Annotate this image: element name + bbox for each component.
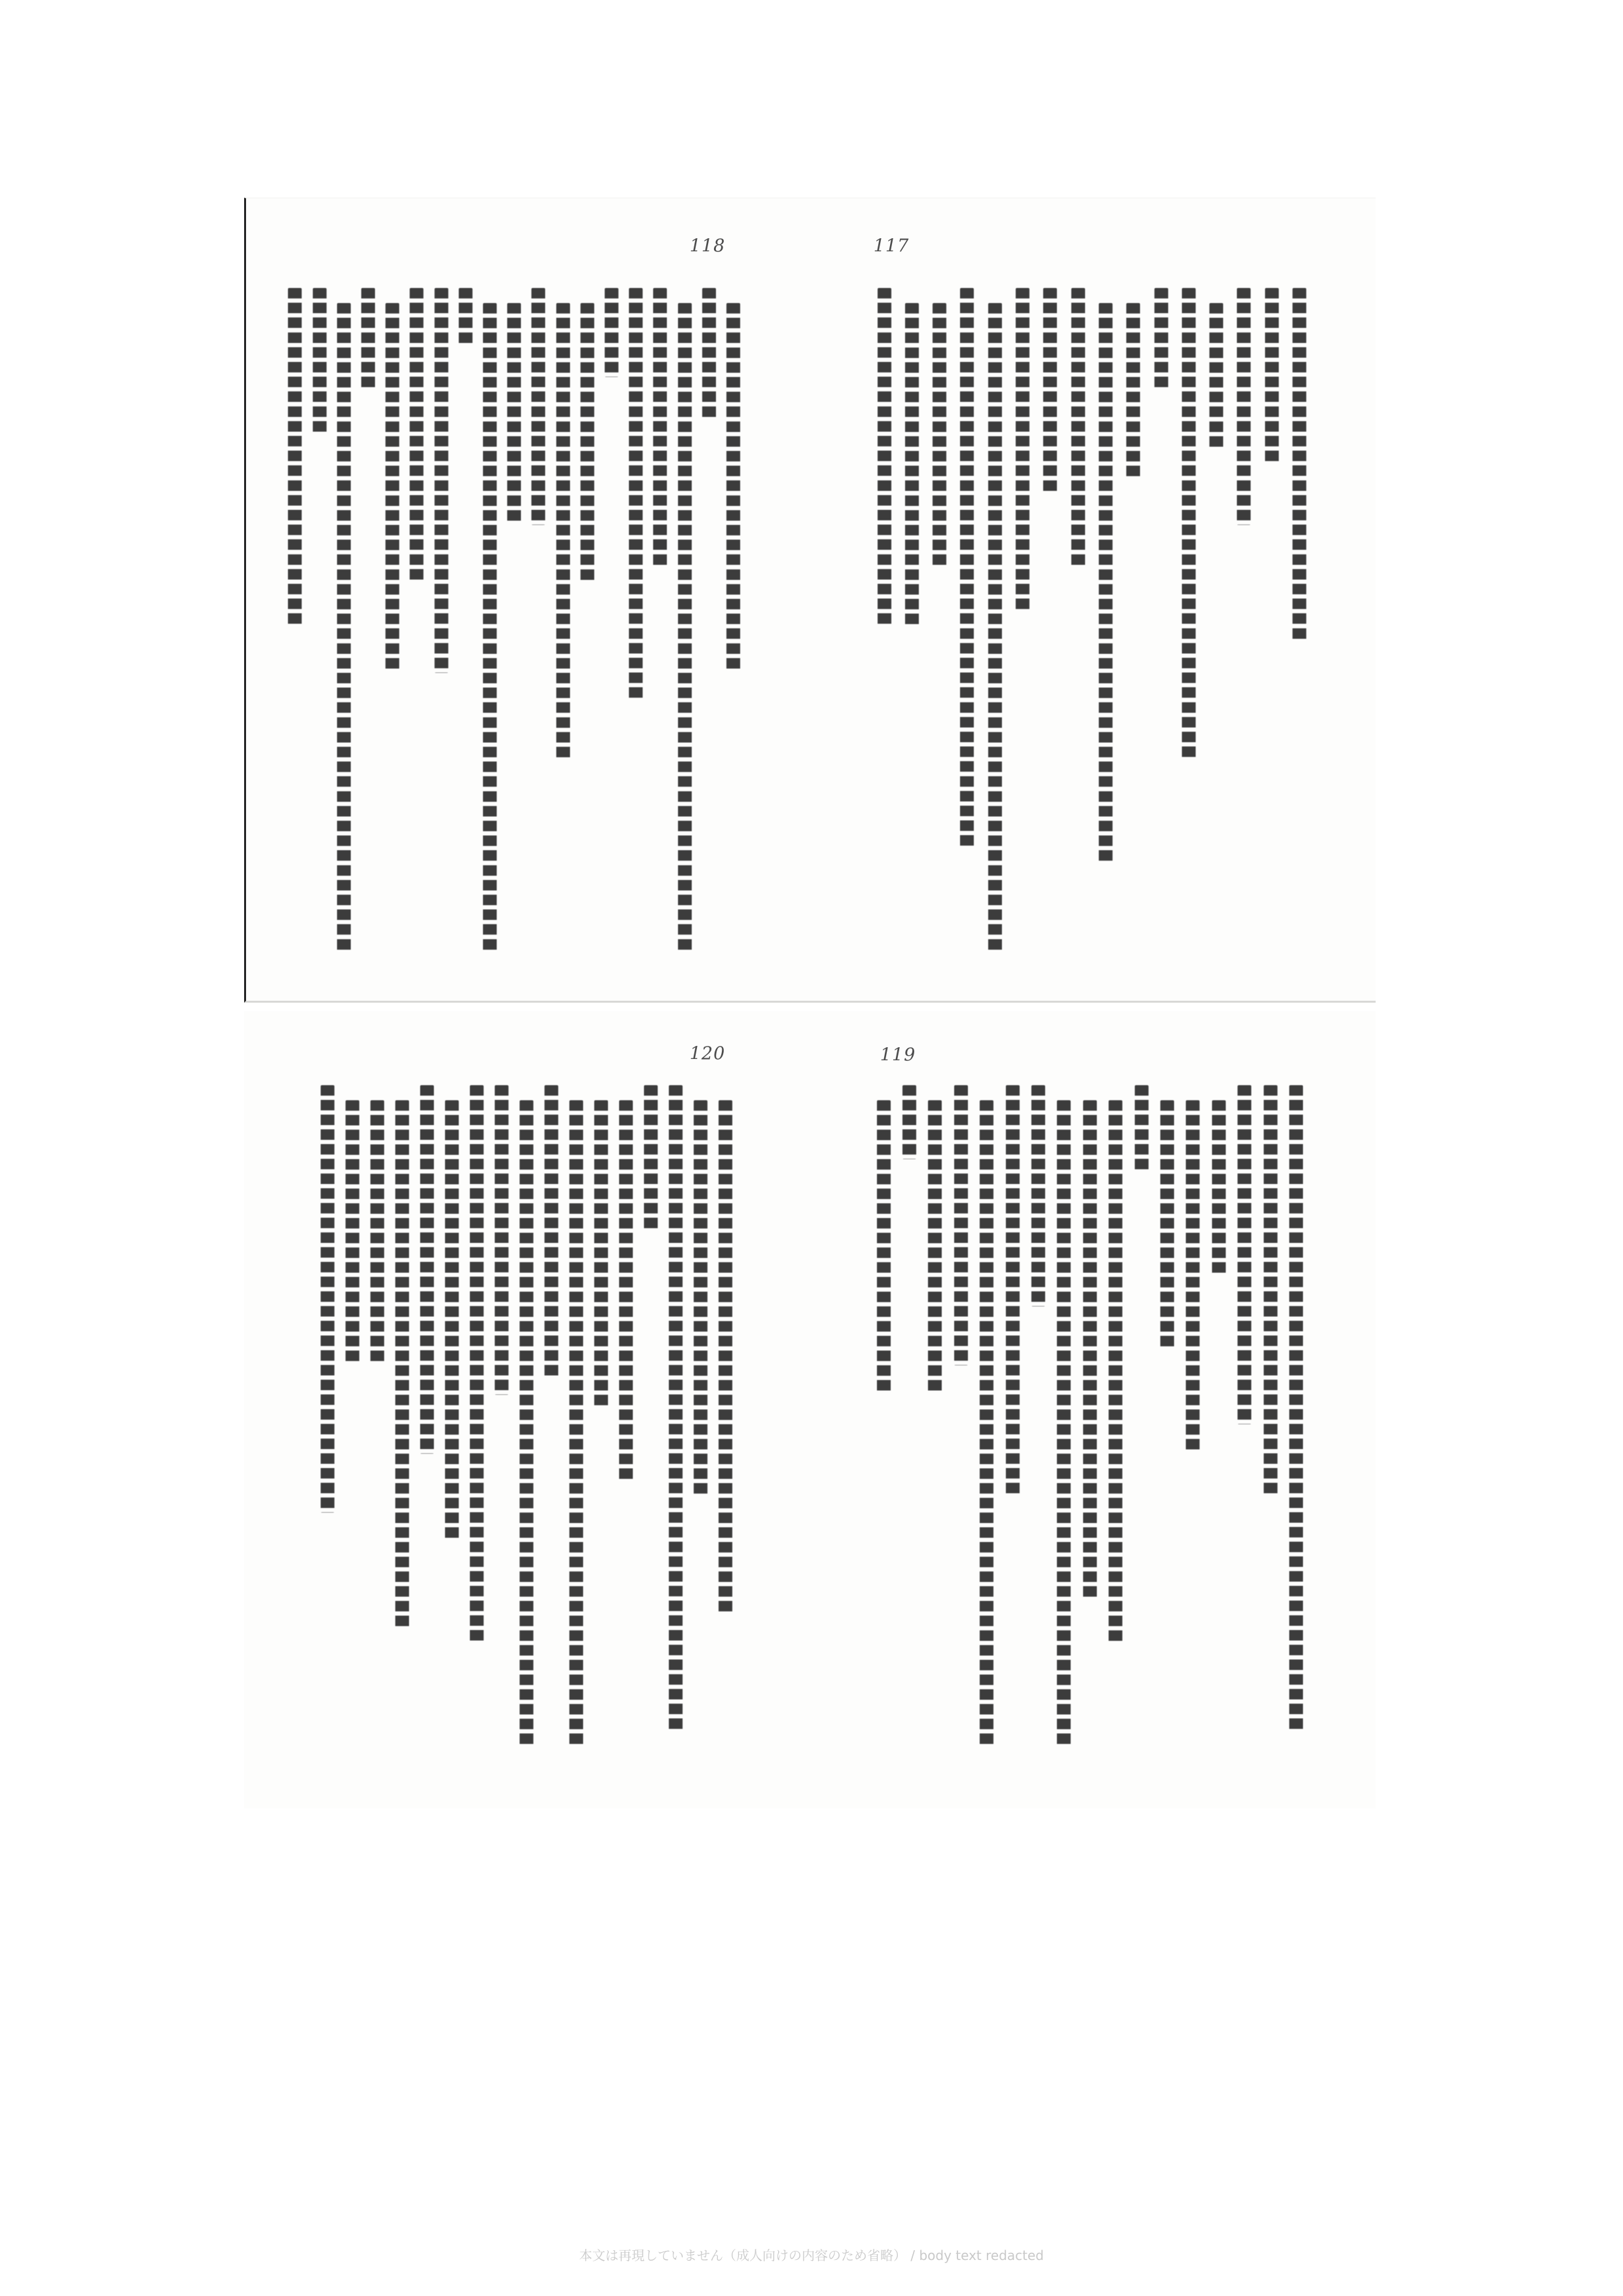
redacted-text-column	[507, 303, 521, 525]
redacted-text-column	[1289, 1085, 1303, 1733]
redacted-text-column	[346, 1100, 359, 1365]
redacted-text-column	[531, 288, 545, 525]
redacted-text-column	[1135, 1085, 1149, 1174]
redacted-text-column	[878, 288, 891, 628]
redacted-text-column	[1265, 288, 1279, 465]
redacted-text-column	[1293, 288, 1306, 643]
page-number-119: 119	[880, 1045, 916, 1066]
redacted-text-column	[483, 303, 497, 954]
redacted-text-column	[395, 1100, 409, 1630]
redacted-text-column	[435, 288, 448, 673]
bottom-spread-page-area	[244, 1011, 1376, 1808]
redacted-text-column	[1099, 303, 1113, 865]
redacted-text-column	[594, 1100, 608, 1410]
redacted-text-column	[410, 288, 423, 584]
redacted-text-column	[544, 1085, 558, 1380]
redacted-text-column	[905, 303, 919, 628]
redacted-text-column	[694, 1100, 707, 1498]
redacted-text-column	[1031, 1085, 1045, 1306]
redacted-text-column	[1071, 288, 1085, 569]
redacted-text-column	[726, 303, 740, 673]
redacted-text-column	[370, 1100, 384, 1365]
redacted-text-column	[629, 288, 643, 702]
redacted-text-column	[933, 303, 946, 569]
redacted-text-column	[1212, 1100, 1226, 1277]
redacted-text-column	[1083, 1100, 1097, 1601]
redacted-text-column	[1057, 1100, 1071, 1748]
page-number-117: 117	[873, 236, 910, 257]
redacted-text-column	[902, 1085, 916, 1159]
redacted-text-column	[495, 1085, 508, 1395]
redacted-text-column	[321, 1085, 334, 1513]
redacted-text-column	[337, 303, 351, 954]
page-number-118: 118	[689, 236, 726, 257]
redacted-text-column	[669, 1085, 683, 1733]
redacted-text-column	[877, 1100, 891, 1395]
redacted-text-column	[470, 1085, 484, 1645]
redacted-text-column	[1126, 303, 1140, 480]
redacted-text-column	[719, 1100, 732, 1616]
redacted-text-column	[619, 1100, 633, 1483]
redacted-text-column	[954, 1085, 968, 1365]
redacted-text-column	[1109, 1100, 1122, 1645]
redacted-text-column	[928, 1100, 942, 1395]
redacted-text-column	[288, 288, 302, 628]
redacted-text-column	[459, 288, 473, 347]
redacted-text-column	[1160, 1100, 1174, 1351]
redacted-text-column	[702, 288, 716, 421]
redacted-text-column	[1182, 288, 1196, 761]
redacted-text-column	[1043, 288, 1057, 495]
redacted-text-column	[678, 303, 692, 954]
redacted-text-column	[569, 1100, 583, 1748]
redacted-text-column	[420, 1085, 434, 1454]
redacted-text-column	[644, 1085, 658, 1232]
page-number-120: 120	[689, 1043, 726, 1064]
redacted-text-column	[605, 288, 618, 377]
redacted-text-column	[556, 303, 570, 762]
redacted-text-column	[313, 288, 327, 436]
redacted-text-column	[361, 288, 375, 391]
redacted-text-column	[1006, 1085, 1020, 1498]
redacted-text-column	[1264, 1085, 1277, 1498]
redacted-text-column	[580, 303, 594, 584]
redacted-text-column	[520, 1100, 533, 1748]
redacted-text-column	[1186, 1100, 1200, 1454]
redacted-text-column	[980, 1100, 993, 1748]
redacted-text-column	[988, 303, 1002, 954]
redacted-text-column	[653, 288, 667, 569]
redacted-text-column	[385, 303, 399, 673]
redacted-text-column	[960, 288, 974, 850]
redacted-text-column	[1209, 303, 1223, 451]
redacted-text-column	[1237, 288, 1251, 525]
redaction-notice: 本文は再現していません（成人向けの内容のため省略） / body text redacted	[579, 2248, 1044, 2263]
redacted-text-column	[1016, 288, 1029, 613]
redacted-text-column	[1238, 1085, 1251, 1424]
redacted-text-column	[445, 1100, 459, 1542]
redacted-text-column	[1154, 288, 1168, 391]
